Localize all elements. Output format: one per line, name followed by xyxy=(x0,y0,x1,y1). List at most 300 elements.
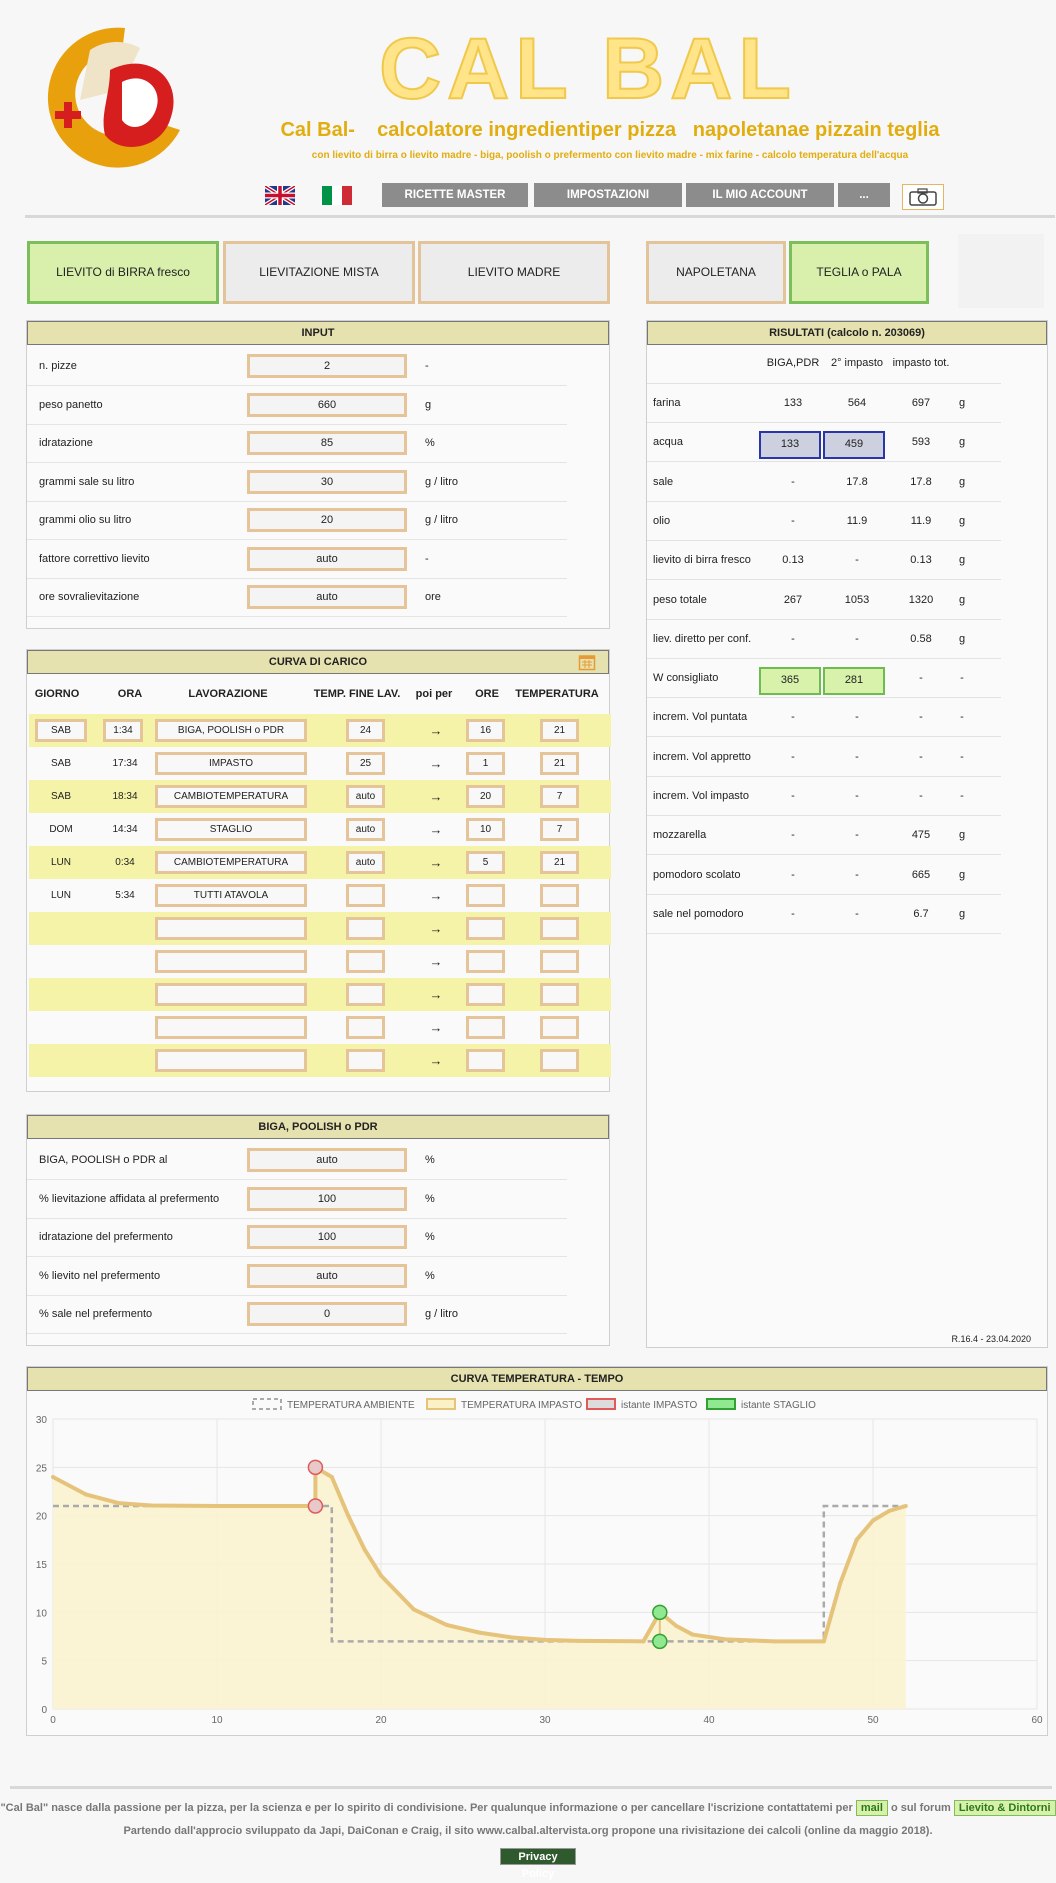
legend-label: TEMPERATURA AMBIENTE xyxy=(287,1400,415,1411)
result-label: peso totale xyxy=(653,593,707,606)
biga-label: % lievitazione affidata al prefermento xyxy=(39,1192,220,1205)
input-unit: g / litro xyxy=(425,475,459,488)
biga-label: idratazione del prefermento xyxy=(39,1231,173,1243)
input-unit: - xyxy=(425,360,429,372)
result-unit: g xyxy=(958,868,966,881)
result-value: 6.7 xyxy=(913,907,929,920)
y-tick-label: 20 xyxy=(35,1511,47,1523)
temperatura-input[interactable] xyxy=(540,884,579,907)
temp-fine-input[interactable]: 24 xyxy=(346,719,385,742)
curva-carico-panel xyxy=(26,649,610,1092)
temp-fine-input[interactable]: auto xyxy=(346,818,385,841)
y-tick-label: 0 xyxy=(41,1705,47,1716)
y-tick-label: 25 xyxy=(35,1463,47,1475)
curva-col-header: LAVORAZIONE xyxy=(188,688,268,700)
result-unit: g xyxy=(958,514,966,527)
risultati-header: RISULTATI (calcolo n. 203069) xyxy=(647,321,1047,345)
result-label: farina xyxy=(653,397,681,409)
mail-link[interactable]: mail xyxy=(856,1800,888,1816)
arrow-icon: → xyxy=(429,855,443,870)
arrow-icon: → xyxy=(429,1053,443,1068)
x-tick-label: 30 xyxy=(539,1715,551,1726)
ore-input[interactable] xyxy=(466,983,505,1006)
result-value-box[interactable]: 281 xyxy=(823,667,885,695)
input-field[interactable]: 20 xyxy=(247,508,407,532)
result-unit: g xyxy=(958,829,966,842)
temperatura-input[interactable]: 21 xyxy=(540,719,579,742)
legend-swatch xyxy=(427,1399,455,1409)
biga-unit: % xyxy=(425,1154,435,1166)
arrow-icon: → xyxy=(429,888,443,903)
curva-col-header: ORA xyxy=(117,688,143,700)
result-row xyxy=(647,659,1001,698)
input-label: n. pizze xyxy=(39,360,77,372)
curva-row xyxy=(29,747,611,780)
result-label: acqua xyxy=(653,436,683,449)
lavorazione-input[interactable] xyxy=(155,950,307,973)
input-field[interactable]: auto xyxy=(247,585,407,609)
temperatura-input[interactable]: 21 xyxy=(540,851,579,874)
curva-row xyxy=(29,1011,611,1044)
temperatura-input[interactable] xyxy=(540,1016,579,1039)
ore-input[interactable]: 20 xyxy=(466,785,505,808)
temperatura-input[interactable]: 7 xyxy=(540,785,579,808)
result-value: - xyxy=(791,475,795,488)
impasto-area xyxy=(53,1467,906,1709)
ore-input[interactable] xyxy=(466,950,505,973)
impasto-point xyxy=(149,1504,153,1508)
biga-field[interactable]: 100 xyxy=(247,1225,407,1249)
result-row xyxy=(647,620,1001,659)
nav-impostazioni[interactable]: IMPOSTAZIONI xyxy=(534,183,682,207)
result-value: - xyxy=(919,790,923,802)
result-row xyxy=(647,502,1001,541)
biga-unit: % xyxy=(425,1231,435,1243)
result-value: - xyxy=(919,711,923,724)
impasto-point xyxy=(117,1501,121,1505)
input-row xyxy=(27,386,567,425)
curva-col-header: TEMP. FINE LAV. xyxy=(313,688,401,700)
temperatura-input[interactable]: 21 xyxy=(540,752,579,775)
biga-label: % lievito nel prefermento xyxy=(39,1269,161,1282)
giorno-text: LUN xyxy=(50,857,71,868)
result-unit: g xyxy=(958,436,966,449)
y-tick-label: 5 xyxy=(41,1656,47,1668)
result-label: sale nel pomodoro xyxy=(653,907,744,920)
result-unit: g xyxy=(958,475,966,488)
x-tick-label: 40 xyxy=(703,1715,715,1726)
curva-row xyxy=(29,780,611,813)
input-field[interactable]: 30 xyxy=(247,470,407,494)
input-panel xyxy=(26,320,610,629)
result-unit: - xyxy=(960,750,964,763)
input-header: INPUT xyxy=(27,321,609,345)
impasto-point xyxy=(330,1475,334,1479)
ora-text: 17:34 xyxy=(112,758,138,769)
result-value: - xyxy=(919,672,923,685)
arrow-icon: → xyxy=(429,822,443,837)
footer-divider xyxy=(10,1786,1052,1789)
result-col-header: 2° impasto xyxy=(830,357,884,369)
tab-lievitazione-mista[interactable]: LIEVITAZIONE MISTA xyxy=(223,241,415,304)
impasto-point xyxy=(641,1639,645,1643)
lavorazione-input[interactable] xyxy=(155,1049,307,1072)
input-row xyxy=(27,424,567,463)
arrow-icon: → xyxy=(429,987,443,1002)
lavorazione-input[interactable]: CAMBIOTEMPERATURA xyxy=(155,851,307,874)
result-value: 0.13 xyxy=(782,554,804,567)
curva-col-header: TEMPERATURA xyxy=(515,688,599,700)
result-value: - xyxy=(855,868,859,881)
impasto-point xyxy=(346,1514,350,1518)
input-unit: g / litro xyxy=(425,514,459,526)
result-row xyxy=(647,384,1001,423)
result-value: 1053 xyxy=(844,593,870,606)
uk-flag-icon[interactable] xyxy=(265,186,295,205)
result-unit: g xyxy=(958,632,966,645)
nav-mio-account[interactable]: IL MIO ACCOUNT xyxy=(686,183,834,207)
ora-text: 0:34 xyxy=(115,857,135,868)
result-label: increm. Vol impasto xyxy=(653,790,749,802)
ore-input[interactable]: 10 xyxy=(466,818,505,841)
result-row xyxy=(647,541,1001,580)
header-divider xyxy=(25,215,1055,218)
result-value: - xyxy=(855,711,859,724)
result-value: 11.9 xyxy=(910,514,932,527)
ore-input[interactable]: 5 xyxy=(466,851,505,874)
result-label: increm. Vol appretto xyxy=(653,750,751,763)
result-value: - xyxy=(855,907,859,920)
result-label: olio xyxy=(653,514,671,527)
temperatura-input[interactable] xyxy=(540,917,579,940)
biga-label: % sale nel prefermento xyxy=(39,1308,153,1320)
result-value: - xyxy=(855,790,859,802)
arrow-icon: → xyxy=(429,1020,443,1035)
nav-more[interactable]: ... xyxy=(838,183,890,207)
result-row xyxy=(647,738,1001,777)
input-row xyxy=(27,501,567,540)
impasto-point xyxy=(379,1574,383,1578)
giorno-text: LUN xyxy=(50,890,71,901)
istante-impasto-point xyxy=(308,1499,322,1513)
result-value: - xyxy=(791,907,795,920)
subtitle: Cal Bal- calcolatore ingredientiper pizza napoletanae pizzain teglia xyxy=(280,119,940,141)
ora-input[interactable]: 1:34 xyxy=(103,719,143,742)
ore-input[interactable] xyxy=(466,1049,505,1072)
input-field[interactable]: 660 xyxy=(247,393,407,417)
impasto-point xyxy=(412,1607,416,1611)
result-value: 0.58 xyxy=(910,632,932,645)
input-field[interactable]: auto xyxy=(247,547,407,571)
result-row xyxy=(647,581,1001,620)
input-label: idratazione xyxy=(39,437,93,449)
result-value-box[interactable]: 133 xyxy=(759,431,821,459)
input-label: ore sovralievitazione xyxy=(39,591,140,603)
result-unit: - xyxy=(960,711,964,724)
result-row xyxy=(647,423,1001,462)
impasto-point xyxy=(691,1633,695,1637)
result-value: 267 xyxy=(783,593,803,606)
curva-row xyxy=(29,846,611,879)
italy-flag-icon[interactable] xyxy=(322,186,352,205)
result-label: sale xyxy=(653,475,674,488)
temperature-chart xyxy=(27,1391,1047,1735)
result-value-box[interactable]: 365 xyxy=(759,667,821,695)
result-value: - xyxy=(791,514,795,527)
lavorazione-input[interactable] xyxy=(155,983,307,1006)
input-row xyxy=(27,463,567,502)
result-value: 593 xyxy=(911,436,931,449)
lavorazione-input[interactable] xyxy=(155,1016,307,1039)
biga-row xyxy=(27,1295,567,1334)
impasto-point xyxy=(543,1638,547,1642)
blank-panel xyxy=(958,234,1044,308)
biga-row xyxy=(27,1218,567,1257)
input-label: grammi sale su litro xyxy=(39,475,135,488)
impasto-point xyxy=(84,1492,88,1496)
tab-lievito-birra[interactable]: LIEVITO di BIRRA fresco xyxy=(27,241,219,304)
temp-fine-input[interactable] xyxy=(346,950,385,973)
biga-unit: g / litro xyxy=(425,1308,459,1320)
ore-input[interactable] xyxy=(466,1016,505,1039)
impasto-point xyxy=(838,1581,842,1585)
impasto-point xyxy=(477,1631,481,1635)
chart-header: CURVA TEMPERATURA - TEMPO xyxy=(27,1367,1047,1391)
temp-fine-input[interactable]: auto xyxy=(346,851,385,874)
biga-field[interactable]: 100 xyxy=(247,1187,407,1211)
result-value: 133 xyxy=(783,397,803,409)
arrow-icon: → xyxy=(429,954,443,969)
giorno-input[interactable]: SAB xyxy=(35,719,87,742)
result-label: pomodoro scolato xyxy=(653,868,741,881)
result-row xyxy=(647,856,1001,895)
curva-col-header: ORE xyxy=(475,688,499,700)
curva-row xyxy=(29,1044,611,1077)
biga-row xyxy=(27,1180,567,1219)
input-unit: % xyxy=(425,437,435,449)
impasto-point xyxy=(363,1548,367,1552)
result-value: - xyxy=(791,829,795,842)
curva-carico-header: CURVA DI CARICO xyxy=(27,650,609,674)
impasto-point xyxy=(674,1624,678,1628)
result-value: 697 xyxy=(911,397,931,409)
result-value: - xyxy=(919,750,923,763)
nav-ricette-master[interactable]: RICETTE MASTER xyxy=(382,183,528,207)
impasto-point xyxy=(51,1475,55,1479)
lavorazione-input[interactable]: IMPASTO xyxy=(155,752,307,775)
result-label: W consigliato xyxy=(653,672,719,685)
ore-input[interactable] xyxy=(466,884,505,907)
temp-fine-input[interactable] xyxy=(346,884,385,907)
temp-fine-input[interactable] xyxy=(346,983,385,1006)
result-value: - xyxy=(855,829,859,842)
result-value: - xyxy=(855,554,859,567)
biga-header: BIGA, POOLISH o PDR xyxy=(27,1115,609,1139)
curva-row xyxy=(29,978,611,1011)
result-row xyxy=(647,777,1001,816)
result-value: 1320 xyxy=(908,593,934,606)
impasto-point xyxy=(855,1538,859,1542)
camera-icon[interactable] xyxy=(902,184,944,210)
temp-fine-input[interactable] xyxy=(346,1049,385,1072)
arrow-icon: → xyxy=(429,789,443,804)
result-label: liev. diretto per conf. xyxy=(653,632,752,645)
result-value: - xyxy=(791,750,795,763)
x-tick-label: 60 xyxy=(1031,1715,1043,1726)
impasto-point xyxy=(723,1637,727,1641)
x-tick-label: 10 xyxy=(211,1715,223,1726)
legend-swatch xyxy=(253,1399,281,1409)
temp-fine-input[interactable]: 25 xyxy=(346,752,385,775)
app-title: CAL BAL xyxy=(379,21,797,117)
result-col-header: impasto tot. xyxy=(892,357,950,369)
tagline: con lievito di birra o lievito madre - biga, poolish o prefermento con lievito madre - mix farine - calcolo temperatura dell'acqua xyxy=(311,150,909,161)
biga-unit: % xyxy=(425,1192,435,1205)
result-row xyxy=(647,463,1001,502)
result-value: 564 xyxy=(847,397,867,409)
impasto-point xyxy=(871,1519,875,1523)
ore-input[interactable] xyxy=(466,917,505,940)
input-label: fattore correttivo lievito xyxy=(39,552,150,565)
curva-row xyxy=(29,813,611,846)
impasto-point xyxy=(510,1635,514,1639)
result-value: - xyxy=(791,868,795,881)
input-label: grammi olio su litro xyxy=(39,514,132,526)
result-value: - xyxy=(791,790,795,802)
arrow-icon: → xyxy=(429,921,443,936)
tab-lievito-madre[interactable]: LIEVITO MADRE xyxy=(418,241,610,304)
result-label: mozzarella xyxy=(653,829,707,842)
arrow-icon: → xyxy=(429,756,443,771)
ora-text: 18:34 xyxy=(112,791,138,802)
result-unit: g xyxy=(958,397,966,409)
result-row xyxy=(647,698,1001,737)
ore-input[interactable]: 1 xyxy=(466,752,505,775)
biga-panel xyxy=(26,1114,610,1346)
result-col-header: BIGA,PDR xyxy=(766,357,820,369)
giorno-text: SAB xyxy=(50,791,71,802)
result-label: lievito di birra fresco xyxy=(653,554,751,567)
temperatura-input[interactable] xyxy=(540,950,579,973)
curva-col-header: GIORNO xyxy=(34,688,80,700)
impasto-point xyxy=(445,1623,449,1627)
lavorazione-input[interactable] xyxy=(155,917,307,940)
biga-field[interactable]: 0 xyxy=(247,1302,407,1326)
legend-swatch xyxy=(707,1399,735,1409)
result-value: 17.8 xyxy=(846,475,868,488)
istante-staglio-point xyxy=(653,1634,667,1648)
forum-link[interactable]: Lievito & Dintorni xyxy=(954,1800,1056,1816)
istante-staglio-point xyxy=(653,1605,667,1619)
ora-text: 5:34 xyxy=(115,890,135,901)
tab-teglia-pala[interactable]: TEGLIA o PALA xyxy=(789,241,929,304)
input-unit: ore xyxy=(425,591,441,603)
input-unit: - xyxy=(425,552,429,565)
result-row xyxy=(647,895,1001,934)
legend-label: TEMPERATURA IMPASTO xyxy=(461,1400,583,1411)
giorno-text: SAB xyxy=(50,758,71,769)
curva-row xyxy=(29,912,611,945)
temp-fine-input[interactable]: auto xyxy=(346,785,385,808)
curva-row xyxy=(29,714,611,747)
lavorazione-input[interactable]: STAGLIO xyxy=(155,818,307,841)
biga-row xyxy=(27,1141,567,1180)
tab-napoletana[interactable]: NAPOLETANA xyxy=(646,241,786,304)
x-tick-label: 50 xyxy=(867,1715,879,1726)
result-value: 11.9 xyxy=(846,514,868,527)
x-tick-label: 0 xyxy=(50,1715,56,1726)
input-row xyxy=(27,347,567,386)
temperatura-input[interactable]: 7 xyxy=(540,818,579,841)
result-unit: g xyxy=(958,593,966,606)
y-tick-label: 15 xyxy=(35,1560,47,1571)
result-value: - xyxy=(791,711,795,724)
legend-label: istante STAGLIO xyxy=(741,1400,816,1411)
chart-panel xyxy=(26,1366,1048,1736)
temperatura-input[interactable] xyxy=(540,983,579,1006)
input-row xyxy=(27,540,567,579)
temp-fine-input[interactable] xyxy=(346,1016,385,1039)
result-value: 0.13 xyxy=(910,554,932,567)
biga-label: BIGA, POOLISH o PDR al xyxy=(39,1154,168,1166)
lavorazione-input[interactable]: TUTTI ATAVOLA xyxy=(155,884,307,907)
impasto-point xyxy=(576,1639,580,1643)
istante-impasto-point xyxy=(308,1460,322,1474)
result-unit: g xyxy=(958,554,966,567)
result-value: 17.8 xyxy=(910,475,932,488)
impasto-point xyxy=(887,1509,891,1513)
x-tick-label: 20 xyxy=(375,1715,387,1726)
giorno-text: DOM xyxy=(49,824,73,835)
legend-label: istante IMPASTO xyxy=(621,1400,698,1411)
curva-col-header: poi per xyxy=(415,688,453,700)
lavorazione-input[interactable]: CAMBIOTEMPERATURA xyxy=(155,785,307,808)
result-value: - xyxy=(855,632,859,645)
impasto-point xyxy=(215,1504,219,1508)
result-unit: - xyxy=(960,672,964,685)
result-value: 665 xyxy=(911,868,931,881)
version-label: R.16.4 - 23.04.2020 xyxy=(951,1334,1031,1344)
input-label: peso panetto xyxy=(39,398,103,411)
biga-field[interactable]: auto xyxy=(247,1264,407,1288)
footer-line2: Partendo dall'approcio sviluppato da Japi, DaiConan e Craig, il sito www.calbal.altervista.org propone una rivisitazione dei calcoli (online da maggio 2018). xyxy=(123,1825,933,1837)
y-tick-label: 30 xyxy=(35,1415,47,1426)
input-unit: g xyxy=(425,398,432,411)
result-unit: - xyxy=(960,790,964,802)
lavorazione-input[interactable]: BIGA, POOLISH o PDR xyxy=(155,719,307,742)
ore-input[interactable]: 16 xyxy=(466,719,505,742)
legend-swatch xyxy=(587,1399,615,1409)
impasto-point xyxy=(904,1504,908,1508)
result-value: - xyxy=(791,632,795,645)
input-field[interactable]: 85 xyxy=(247,431,407,455)
footer-line1: "Cal Bal" nasce dalla passione per la pizza, per la scienza e per lo spirito di condivisione. Per qualunque informazione o per cancellare l'iscrizione contattatemi per mail o sul forum Lievito & Dintorni xyxy=(0,1802,1056,1814)
arrow-icon: → xyxy=(429,723,443,738)
y-tick-label: 10 xyxy=(35,1608,47,1620)
result-value-box[interactable]: 459 xyxy=(823,431,885,459)
risultati-panel xyxy=(646,320,1048,1348)
result-row xyxy=(647,816,1001,855)
result-unit: g xyxy=(958,907,966,920)
temperatura-input[interactable] xyxy=(540,1049,579,1072)
biga-unit: % xyxy=(425,1269,435,1282)
result-label: increm. Vol puntata xyxy=(653,711,748,724)
privacy-policy-link[interactable]: Privacy Policy xyxy=(500,1848,576,1865)
input-field[interactable]: 2 xyxy=(247,354,407,378)
biga-field[interactable]: auto xyxy=(247,1148,407,1172)
temp-fine-input[interactable] xyxy=(346,917,385,940)
result-value: 475 xyxy=(911,829,931,842)
